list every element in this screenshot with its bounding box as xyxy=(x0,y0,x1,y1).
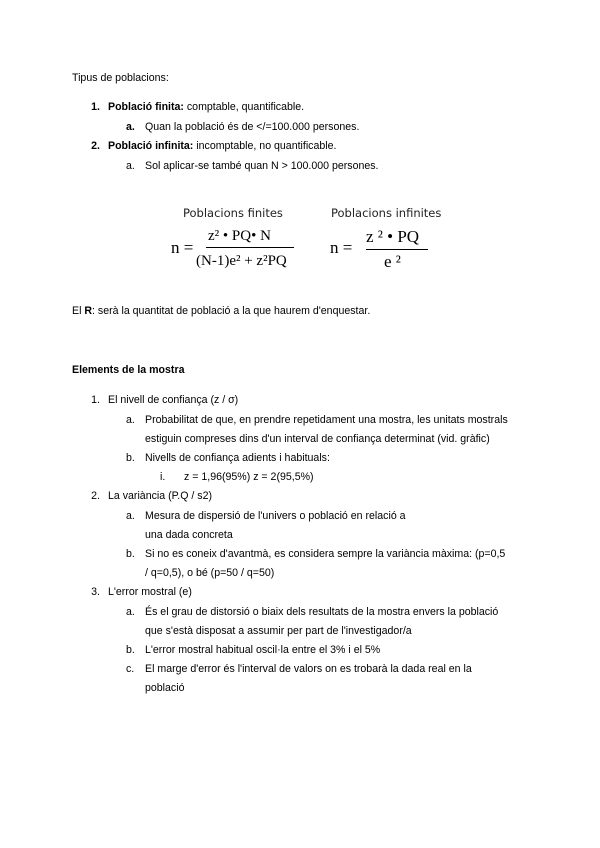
roman-number: i. xyxy=(160,471,166,483)
element-title: El nivell de confiança (z / σ) xyxy=(108,394,239,406)
sub-item-text: una dada concreta xyxy=(145,529,233,541)
sub-letter: b. xyxy=(126,644,135,656)
sub-item-text: L'error mostral habitual oscil·la entre el 3% i el 5% xyxy=(145,644,381,656)
sub-item-text: És el grau de distorsió o biaix dels resultats de la mostra envers la població xyxy=(145,606,499,618)
sub-item-text: que s'està disposat a assumir per part de l'investigador/a xyxy=(145,625,412,637)
term-desc: incomptable, no quantificable. xyxy=(193,140,337,152)
sub-item-text: / q=0,5), o bé (p=50 / q=50) xyxy=(145,567,275,579)
list-number: 1. xyxy=(91,101,100,113)
sub-item-text: estiguin compreses dins d'un interval de confiança determinat (vid. gràfic) xyxy=(145,433,490,445)
term-desc: comptable, quantificable. xyxy=(183,101,305,113)
sub-letter: b. xyxy=(126,548,135,560)
r-note-prefix: El xyxy=(72,305,85,317)
formula-finite-numerator: z² • PQ• N xyxy=(208,228,271,244)
term-label: Població finita: xyxy=(108,101,184,113)
sub-item-text: població xyxy=(145,682,185,694)
formula-infinite-n: n = xyxy=(330,238,353,257)
formula-infinite-denominator: e ² xyxy=(384,252,401,271)
formula-finite-n: n = xyxy=(171,238,194,257)
fraction-bar xyxy=(366,249,428,250)
intro-text: Tipus de poblacions: xyxy=(72,72,169,84)
list-number: 1. xyxy=(91,394,100,406)
sub-letter: a. xyxy=(126,160,135,172)
fraction-bar xyxy=(206,247,294,248)
list-item-finite xyxy=(108,100,304,114)
list-number: 2. xyxy=(91,490,100,502)
formula-finite-denominator: (N-1)e² + z²PQ xyxy=(196,253,287,269)
r-note-rest: : serà la quantitat de població a la que haurem d'enquestar. xyxy=(92,305,371,317)
sub-letter: a. xyxy=(126,606,135,618)
r-note-bold: R xyxy=(84,305,93,317)
list-item-infinite xyxy=(108,139,336,153)
sub-sub-item-text: z = 1,96(95%) z = 2(95,5%) xyxy=(184,471,314,483)
formula-infinite-numerator: z ² • PQ xyxy=(366,227,420,246)
sub-letter: a. xyxy=(126,121,135,133)
sub-letter: c. xyxy=(126,663,135,675)
r-note xyxy=(72,304,370,318)
sub-item-text: Si no es coneix d'avantmà, es considera sempre la variància màxima: (p=0,5 xyxy=(145,548,506,560)
sub-item-text: El marge d'error és l'interval de valors on es trobarà la dada real en la xyxy=(145,663,472,675)
sub-item-text: Probabilitat de que, en prendre repetidament una mostra, les unitats mostrals xyxy=(145,414,508,426)
sub-item-text: Quan la població és de </=100.000 persones. xyxy=(145,121,360,133)
element-title: La variància (P.Q / s2) xyxy=(108,490,213,502)
section-heading: Elements de la mostra xyxy=(72,364,185,376)
sub-letter: a. xyxy=(126,414,135,426)
sub-item-text: Nivells de confiança adients i habituals: xyxy=(145,452,330,464)
list-number: 3. xyxy=(91,586,100,598)
element-title: L'error mostral (e) xyxy=(108,586,192,598)
sub-letter: a. xyxy=(126,510,135,522)
sub-item-text: Mesura de dispersió de l'univers o població en relació a xyxy=(145,510,406,522)
formula-title-finite: Poblacions finites xyxy=(183,206,283,220)
formula-title-infinite: Poblacions infinites xyxy=(331,206,442,220)
list-number: 2. xyxy=(91,140,100,152)
sub-item-text: Sol aplicar-se també quan N > 100.000 persones. xyxy=(145,160,379,172)
term-label: Població infinita: xyxy=(108,140,194,152)
sub-letter: b. xyxy=(126,452,135,464)
